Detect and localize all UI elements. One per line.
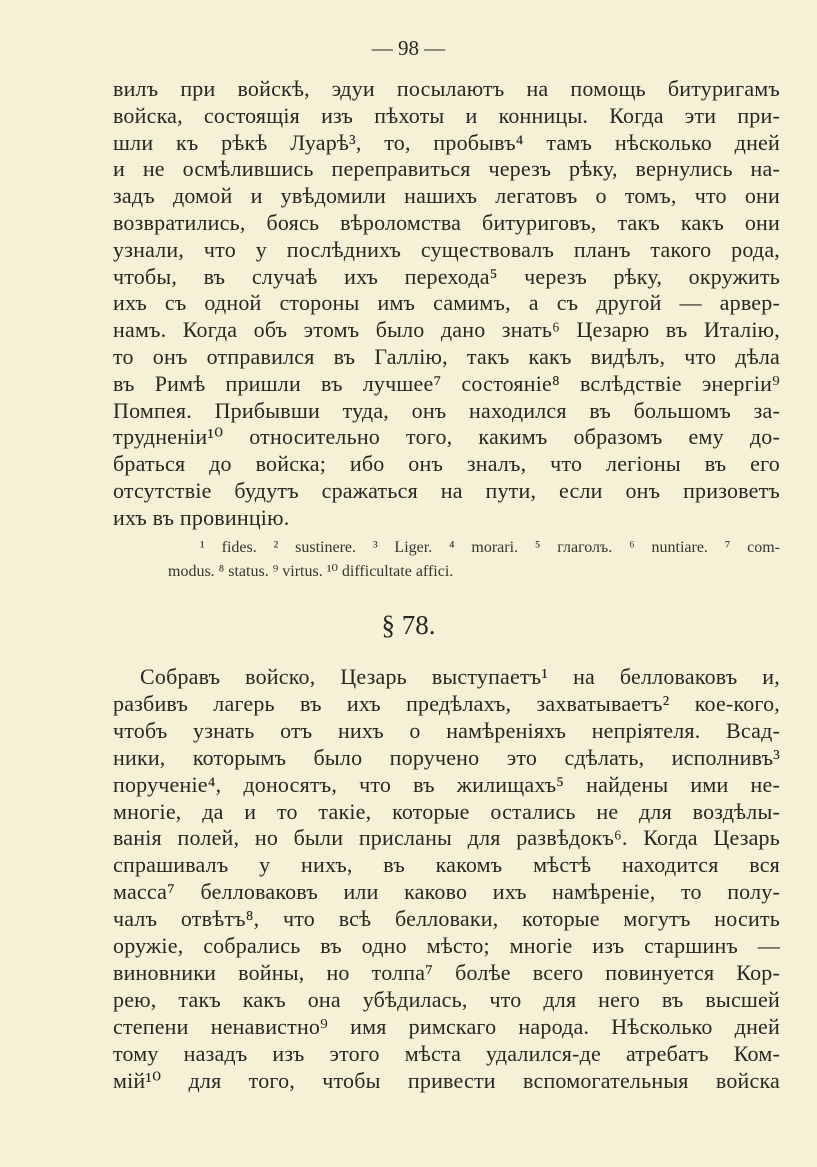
text-line: вилъ при войскѣ, эдуи посылаютъ на помощь битуригамъ <box>113 76 780 101</box>
text-line: тому назадъ изъ этого мѣста удалился-де атребатъ Ком- <box>113 1040 780 1066</box>
text-line: возвратились, боясь вѣроломства битуриговъ, такъ какъ они <box>113 210 780 235</box>
text-line: браться до войска; ибо онъ зналъ, что легіоны въ его <box>113 451 780 477</box>
text-line: разбивъ лагерь въ ихъ предѣлахъ, захватываетъ² кое-кого, <box>113 690 780 716</box>
text-line: ванія полей, но были присланы для развѣдокъ⁶. Когда Цезарь <box>113 825 780 851</box>
text-line: войска, состоящія изъ пѣхоты и конницы. Когда эти при- <box>113 102 780 128</box>
text-line: чтобъ узнать отъ нихъ о намѣреніяхъ непріятеля. Всад- <box>113 717 780 743</box>
text-line: и не осмѣлившись переправиться черезъ рѣку, вернулись на- <box>113 156 780 182</box>
text-line: чтобы, въ случаѣ ихъ перехода⁵ черезъ рѣку, окружить <box>113 263 780 289</box>
section-heading: § 78. <box>381 610 436 640</box>
text-line: ихъ съ одной стороны имъ самимъ, а съ другой — арвер- <box>113 290 780 316</box>
footnote-line: ¹ fides. ² sustinere. ³ Liger. ⁴ morari. ⁵ глаголъ. ⁶ nuntiare. ⁷ com- <box>200 539 780 556</box>
text-line: Помпея. Прибывши туда, онъ находился въ большомъ за- <box>113 397 780 423</box>
text-line: то онъ отправился въ Галлію, такъ какъ видѣлъ, что дѣла <box>113 344 780 369</box>
text-line: шли къ рѣкѣ Луарѣ³, то, пробывъ⁴ тамъ нѣсколько дней <box>113 129 780 155</box>
text-line: мій¹⁰ для того, чтобы привести вспомогательныя войска <box>113 1067 780 1093</box>
text-line: спрашивалъ у нихъ, въ какомъ мѣстѣ находится вся <box>113 852 780 878</box>
text-line: намъ. Когда объ этомъ было дано знать⁶ Цезарю въ Италію, <box>113 317 780 343</box>
footnote-line: modus. ⁸ status. ⁹ virtus. ¹⁰ difficultate affici. <box>168 563 454 580</box>
text-line: порученіе⁴, доносятъ, что въ жилищахъ⁵ найдены ими не- <box>113 771 780 797</box>
text-line: узнали, что у послѣднихъ существовалъ планъ такого рода, <box>113 236 780 262</box>
text-line: въ Римѣ пришли въ лучшее⁷ состояніе⁸ вслѣдствіе энергіи⁹ <box>113 370 780 396</box>
text-line: масса⁷ белловаковъ или каково ихъ намѣреніе, то полу- <box>113 879 780 905</box>
text-line: задъ домой и увѣдомили нашихъ легатовъ о томъ, что они <box>113 183 780 209</box>
text-line: ихъ въ провинцію. <box>113 504 290 530</box>
text-line: Собравъ войско, Цезарь выступаетъ¹ на белловаковъ и, <box>140 664 780 689</box>
page-number: — 98 — <box>371 36 446 60</box>
text-line: степени ненавистно⁹ имя римскаго народа. Нѣсколько дней <box>113 1013 780 1039</box>
text-line: трудненіи¹⁰ относительно того, какимъ образомъ ему до- <box>113 424 780 450</box>
text-line: виновники войны, но толпа⁷ болѣе всего повинуется Кор- <box>113 959 780 985</box>
text-line: отсутствіе будутъ сражаться на пути, если онъ призоветъ <box>113 478 780 503</box>
text-line: рею, такъ какъ она убѣдилась, что для него въ высшей <box>113 986 780 1012</box>
text-line: многіе, да и то такіе, которые остались не для воздѣлы- <box>113 798 780 824</box>
text-line: ники, которымъ было поручено это сдѣлать, исполнивъ³ <box>113 744 780 770</box>
text-line: чалъ отвѣтъ⁸, что всѣ белловаки, которые могутъ носить <box>113 906 780 932</box>
text-line: оружіе, собрались въ одно мѣсто; многіе изъ старшинъ — <box>113 933 780 958</box>
